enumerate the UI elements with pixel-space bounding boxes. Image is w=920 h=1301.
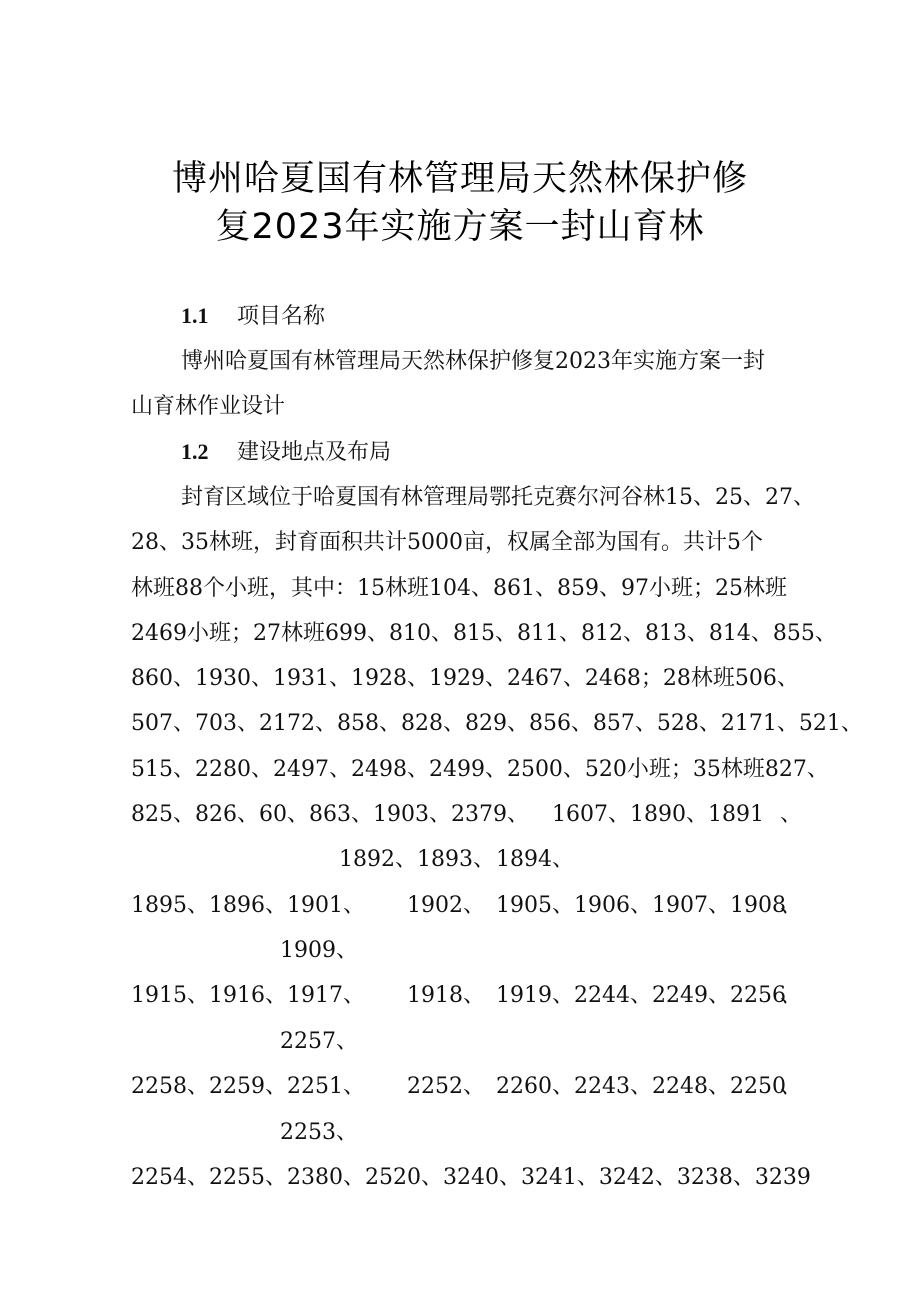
paragraph-line: 博州哈夏国有林管理局天然林保护修复2023年实施方案一封	[181, 349, 765, 374]
paragraph-line-fragment: 1915、1916、1917、	[131, 983, 365, 1008]
section-number: 1.1	[181, 303, 209, 328]
section-title: 建设地点及布局	[237, 440, 392, 465]
paragraph-line-fragment: 2260、2243、2248、2250	[496, 1074, 786, 1099]
paragraph-line-fragment: 2257、	[280, 1029, 358, 1054]
paragraph-line-fragment: 、	[780, 983, 803, 1008]
paragraph-line-fragment: 、	[780, 893, 803, 918]
paragraph-line-fragment: 1892、1893、	[339, 847, 495, 872]
document-title-line-1: 博州哈夏国有林管理局天然林保护修	[171, 159, 748, 199]
paragraph-line-fragment: 2258、2259、2251、	[131, 1074, 365, 1099]
paragraph-line: 28、35林班，封育面积共计5000亩，权属全部为国有。共计5个	[131, 530, 763, 555]
paragraph-line-fragment: 1607、1890、1891	[552, 802, 764, 827]
document-title-line-2: 复2023年实施方案一封山育林	[215, 207, 705, 247]
paragraph-line-fragment: 、	[780, 802, 803, 827]
paragraph-line-fragment: 1918、	[407, 983, 485, 1008]
paragraph-line: 860、1930、1931、1928、1929、2467、2468；28林班506、	[131, 666, 799, 691]
paragraph-line-fragment: 1902、	[407, 893, 485, 918]
paragraph-line: 515、2280、2497、2498、2499、2500、520小班；35林班827、	[131, 757, 829, 782]
paragraph-line: 山育林作业设计	[131, 394, 286, 419]
paragraph-line-fragment: 1919、2244、2249、2256	[496, 983, 786, 1008]
paragraph-line-fragment: 1905、1906、1907、1908	[496, 893, 786, 918]
section-title: 项目名称	[237, 304, 326, 329]
paragraph-line-fragment: 、	[780, 1074, 803, 1099]
paragraph-line: 507、703、2172、858、828、829、856、857、528、2171、521、	[131, 711, 863, 736]
paragraph-line: 封育区域位于哈夏国有林管理局鄂托克赛尔河谷林15、25、27、	[181, 485, 815, 510]
paragraph-line: 825、826、60、863、1903、2379、	[131, 802, 529, 827]
section-heading-1-2	[181, 437, 391, 468]
paragraph-line-fragment: 2253、	[280, 1120, 358, 1145]
paragraph-line-fragment: 2252、	[407, 1074, 485, 1099]
paragraph-line-fragment: 1894、	[496, 847, 574, 872]
paragraph-line: 林班88个小班，其中：15林班104、861、859、97小班；25林班	[131, 576, 787, 601]
section-heading-1-1	[181, 301, 325, 332]
paragraph-line-fragment: 1909、	[280, 938, 358, 963]
paragraph-line: 2254、2255、2380、2520、3240、3241、3242、3238、3239	[131, 1165, 811, 1190]
paragraph-line: 2469小班；27林班699、810、815、811、812、813、814、855、	[131, 621, 837, 646]
section-number: 1.2	[181, 439, 209, 464]
paragraph-line-fragment: 1895、1896、1901、	[131, 893, 365, 918]
